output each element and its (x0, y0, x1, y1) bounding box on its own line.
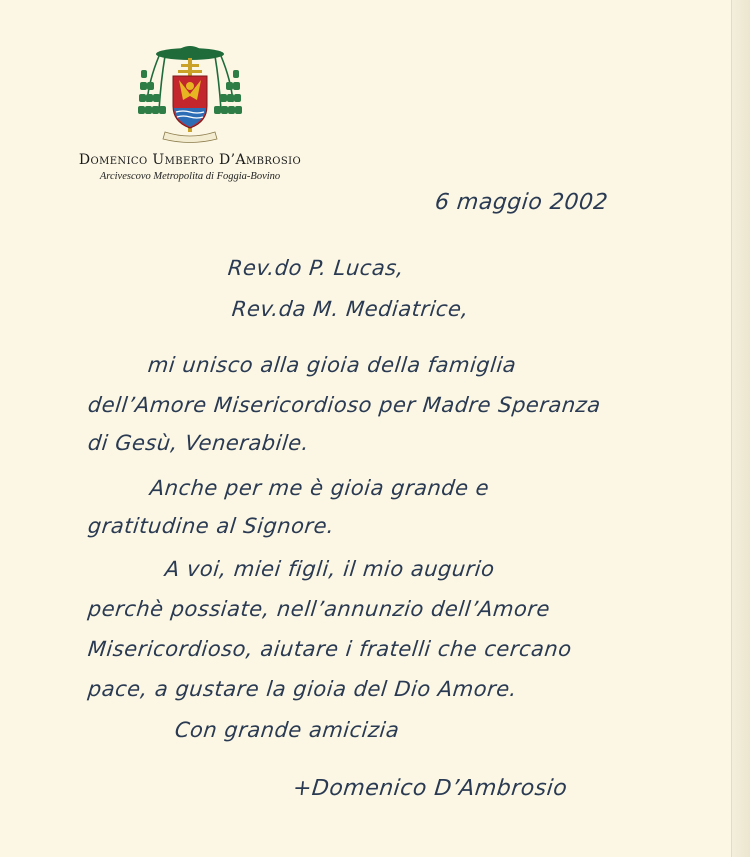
body-line-6: A voi, miei figli, il mio augurio (163, 557, 496, 581)
archbishop-title: Arcivescovo Metropolita di Foggia-Bovino (99, 171, 281, 182)
body-line-1: mi unisco alla gioia della famiglia (146, 353, 518, 377)
body-line-4: Anche per me è gioia grande e (148, 476, 491, 500)
closing-line: Con grande amicizia (173, 718, 401, 742)
letter-date: 6 maggio 2002 (433, 190, 610, 215)
page-edge (731, 0, 750, 857)
salutation-line-2: Rev.da M. Mediatrice, (230, 297, 470, 321)
body-line-5: gratitudine al Signore. (86, 514, 336, 538)
body-line-8: Misericordioso, aiutare i fratelli che cercano (86, 637, 573, 661)
body-line-2: dell’Amore Misericordioso per Madre Speranza (86, 393, 602, 417)
body-line-7: perchè possiate, nell’annunzio dell’Amore (86, 597, 552, 621)
salutation-line-1: Rev.do P. Lucas, (226, 256, 406, 280)
archbishop-name: Domenico Umberto D’Ambrosio (78, 152, 302, 168)
body-line-3: di Gesù, Venerabile. (86, 431, 311, 455)
letterhead (60, 40, 320, 182)
body-line-9: pace, a gustare la gioia del Dio Amore. (86, 677, 519, 701)
coat-of-arms-icon (135, 40, 245, 144)
signature: +Domenico D’Ambrosio (291, 776, 569, 801)
